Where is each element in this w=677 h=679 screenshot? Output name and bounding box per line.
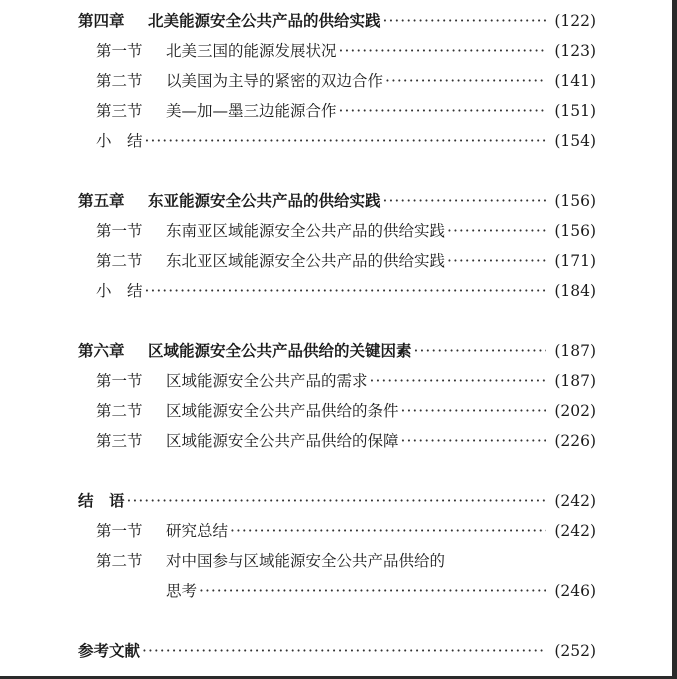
- section-label: 第三节: [96, 102, 143, 120]
- spacer: [78, 306, 596, 336]
- page-number: (154): [554, 132, 596, 150]
- section-label: 第二节: [96, 72, 143, 90]
- page-number: (226): [554, 432, 596, 450]
- page-number: (156): [554, 192, 596, 210]
- dot-leader: [199, 576, 546, 606]
- section-title: 区域能源安全公共产品供给的条件: [166, 402, 399, 420]
- dot-leader: [447, 216, 546, 246]
- dot-leader: [370, 366, 546, 396]
- toc-section[interactable]: [78, 546, 596, 576]
- page-number: (151): [554, 102, 596, 120]
- dot-leader: [145, 276, 546, 306]
- page-number: (252): [554, 642, 596, 660]
- toc-section[interactable]: [78, 216, 596, 246]
- dot-leader: [142, 636, 546, 666]
- chapter-label: 结 语: [78, 492, 125, 510]
- page-number: (187): [554, 372, 596, 390]
- dot-leader: [385, 66, 546, 96]
- dot-leader: [127, 486, 546, 516]
- chapter-title: 区域能源安全公共产品供给的关键因素: [148, 342, 412, 360]
- section-title-continuation: 思考: [166, 582, 198, 600]
- dot-leader: [401, 396, 546, 426]
- page-number: (246): [554, 582, 596, 600]
- page-number: (184): [554, 282, 596, 300]
- dot-leader: [145, 126, 546, 156]
- section-title: 研究总结: [166, 522, 229, 540]
- section-label: 第一节: [96, 372, 143, 390]
- section-label: 第二节: [96, 552, 143, 570]
- dot-leader: [230, 516, 546, 546]
- section-label: 小 结: [96, 282, 143, 300]
- page-number: (141): [554, 72, 596, 90]
- section-title: 北美三国的能源发展状况: [166, 42, 337, 60]
- toc-section-summary[interactable]: [78, 276, 596, 306]
- toc-chapter-4[interactable]: [78, 6, 596, 36]
- dot-leader: [414, 336, 546, 366]
- page-number: (123): [554, 42, 596, 60]
- chapter-title: 东亚能源安全公共产品的供给实践: [148, 192, 381, 210]
- table-of-contents: [78, 6, 596, 666]
- section-label: 第三节: [96, 432, 143, 450]
- toc-section[interactable]: [78, 66, 596, 96]
- toc-section[interactable]: [78, 426, 596, 456]
- toc-chapter-6[interactable]: [78, 336, 596, 366]
- chapter-label: 第六章: [78, 342, 125, 360]
- dot-leader: [383, 186, 546, 216]
- section-label: 第一节: [96, 522, 143, 540]
- toc-section[interactable]: [78, 96, 596, 126]
- spacer: [78, 156, 596, 186]
- toc-section[interactable]: [78, 516, 596, 546]
- section-label: 第二节: [96, 252, 143, 270]
- section-label: 第二节: [96, 402, 143, 420]
- chapter-label: 第四章: [78, 12, 125, 30]
- page-edge: [672, 0, 677, 679]
- spacer: [78, 606, 596, 636]
- chapter-title: 北美能源安全公共产品的供给实践: [148, 12, 381, 30]
- section-title: 区域能源安全公共产品供给的保障: [166, 432, 399, 450]
- page-number: (202): [554, 402, 596, 420]
- section-label: 第一节: [96, 222, 143, 240]
- dot-leader: [401, 426, 546, 456]
- page-number: (187): [554, 342, 596, 360]
- page-number: (171): [554, 252, 596, 270]
- toc-conclusion[interactable]: [78, 486, 596, 516]
- dot-leader: [447, 246, 546, 276]
- toc-section[interactable]: [78, 396, 596, 426]
- section-title: 东北亚区域能源安全公共产品的供给实践: [166, 252, 446, 270]
- toc-section-summary[interactable]: [78, 126, 596, 156]
- section-title: 以美国为主导的紧密的双边合作: [166, 72, 384, 90]
- section-title: 东南亚区域能源安全公共产品的供给实践: [166, 222, 446, 240]
- page-number: (242): [554, 522, 596, 540]
- section-title: 对中国参与区域能源安全公共产品供给的: [166, 552, 446, 570]
- chapter-label: 第五章: [78, 192, 125, 210]
- dot-leader: [339, 96, 546, 126]
- toc-section[interactable]: [78, 246, 596, 276]
- page-number: (242): [554, 492, 596, 510]
- dot-leader: [383, 6, 546, 36]
- spacer: [78, 456, 596, 486]
- section-label: 小 结: [96, 132, 143, 150]
- section-title: 美—加—墨三边能源合作: [166, 102, 337, 120]
- toc-references[interactable]: [78, 636, 596, 666]
- toc-section[interactable]: [78, 366, 596, 396]
- page-number: (122): [554, 12, 596, 30]
- toc-chapter-5[interactable]: [78, 186, 596, 216]
- section-label: 第一节: [96, 42, 143, 60]
- chapter-label: 参考文献: [78, 642, 141, 660]
- toc-section-continuation[interactable]: [78, 576, 596, 606]
- page-number: (156): [554, 222, 596, 240]
- section-title: 区域能源安全公共产品的需求: [166, 372, 368, 390]
- dot-leader: [339, 36, 546, 66]
- toc-section[interactable]: [78, 36, 596, 66]
